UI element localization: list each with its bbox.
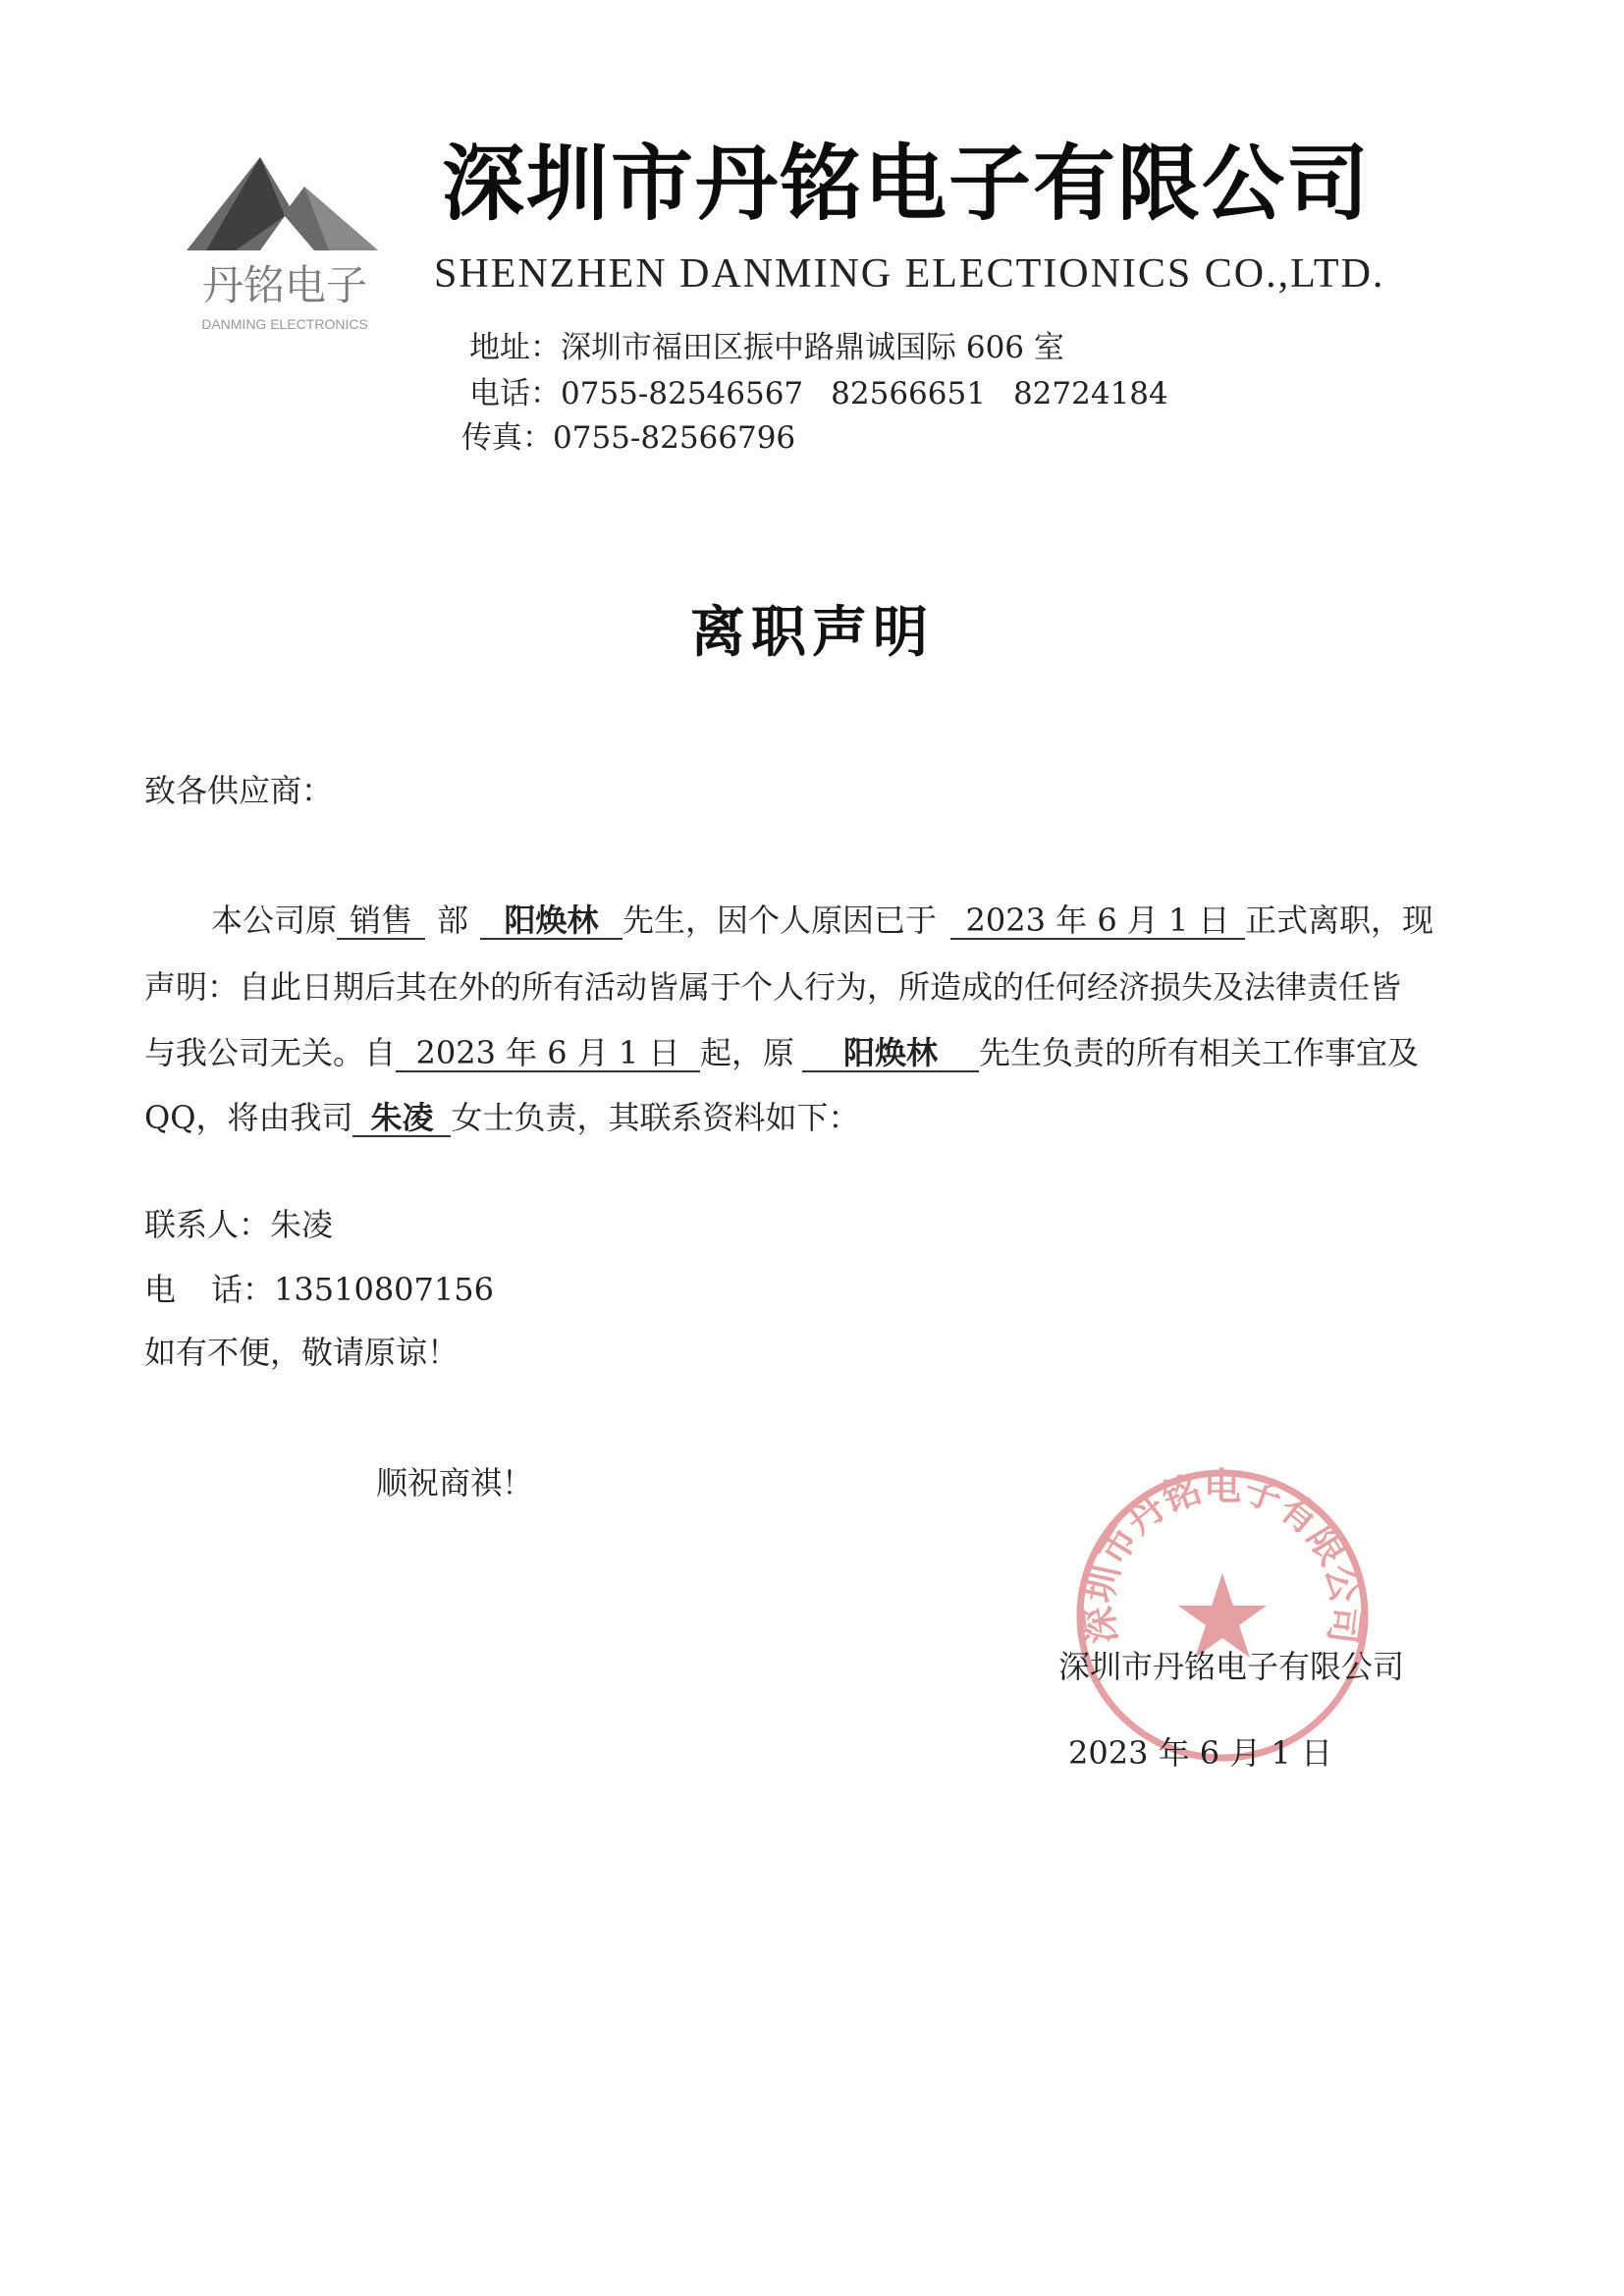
text-segment: 电 bbox=[144, 1271, 177, 1308]
paragraph-line-4 bbox=[144, 1093, 860, 1138]
company-name-en: SHENZHEN DANMING ELECTIONICS CO.,LTD. bbox=[434, 251, 1385, 297]
phone-label: 电话： bbox=[469, 376, 561, 411]
text-segment: 本公司原 bbox=[211, 902, 338, 939]
company-phones bbox=[469, 368, 1196, 412]
logo-text: 丹铭电子 bbox=[201, 261, 368, 309]
employee-name-blank: 阳焕林 bbox=[802, 1037, 979, 1072]
company-logo bbox=[167, 147, 403, 344]
text-segment: 部 bbox=[437, 902, 469, 939]
signature-date: 2023 年 6 月 1 日 bbox=[1068, 1734, 1333, 1772]
paragraph-line-1 bbox=[211, 896, 1434, 941]
logo-subtext: DANMING ELECTRONICS bbox=[201, 316, 368, 332]
paragraph-line-2: 声明：自此日期后其在外的所有活动皆属于个人行为，所造成的任何经济损失及法律责任皆 bbox=[144, 968, 1402, 1006]
seal-text: 深圳市丹铭电子有限公司 bbox=[1076, 1464, 1369, 1647]
text-segment: 话：13510807156 bbox=[211, 1271, 494, 1308]
text-segment: 与我公司无关。自 bbox=[144, 1034, 397, 1071]
apology-line: 如有不便，敬请原谅！ bbox=[144, 1334, 460, 1371]
text-segment: QQ，将由我司 bbox=[144, 1099, 353, 1136]
paragraph-line-3 bbox=[144, 1028, 1419, 1073]
signature-company: 深圳市丹铭电子有限公司 bbox=[1058, 1648, 1405, 1685]
contact-person: 联系人：朱凌 bbox=[144, 1206, 334, 1243]
phone-number: 82566651 bbox=[831, 376, 986, 411]
from-date-blank: 2023 年 6 月 1 日 bbox=[396, 1037, 700, 1072]
closing-line: 顺祝商祺！ bbox=[376, 1464, 534, 1502]
company-fax: 传真：0755-82566796 bbox=[461, 420, 796, 456]
text-segment: 正式离职，现 bbox=[1245, 902, 1435, 939]
contact-phone bbox=[144, 1265, 494, 1310]
leave-date-blank: 2023 年 6 月 1 日 bbox=[950, 904, 1245, 940]
company-address: 地址：深圳市福田区振中路鼎诚国际 606 室 bbox=[469, 330, 1064, 365]
department-blank: 销售 bbox=[337, 904, 425, 940]
document-title: 离职声明 bbox=[690, 601, 934, 665]
phone-number: 0755-82546567 bbox=[561, 376, 804, 411]
text-segment: 先生负责的所有相关工作事宜及 bbox=[979, 1034, 1420, 1071]
employee-name-blank: 阳焕林 bbox=[480, 904, 623, 940]
text-segment: 先生，因个人原因已于 bbox=[623, 902, 938, 939]
official-seal bbox=[1070, 1463, 1375, 1768]
text-segment: 女士负责，其联系资料如下： bbox=[451, 1099, 860, 1136]
company-name-cn: 深圳市丹铭电子有限公司 bbox=[442, 136, 1372, 232]
greeting: 致各供应商： bbox=[144, 772, 334, 809]
phone-number: 82724184 bbox=[1012, 376, 1168, 411]
successor-name-blank: 朱凌 bbox=[352, 1102, 451, 1137]
text-segment: 起，原 bbox=[700, 1034, 795, 1071]
